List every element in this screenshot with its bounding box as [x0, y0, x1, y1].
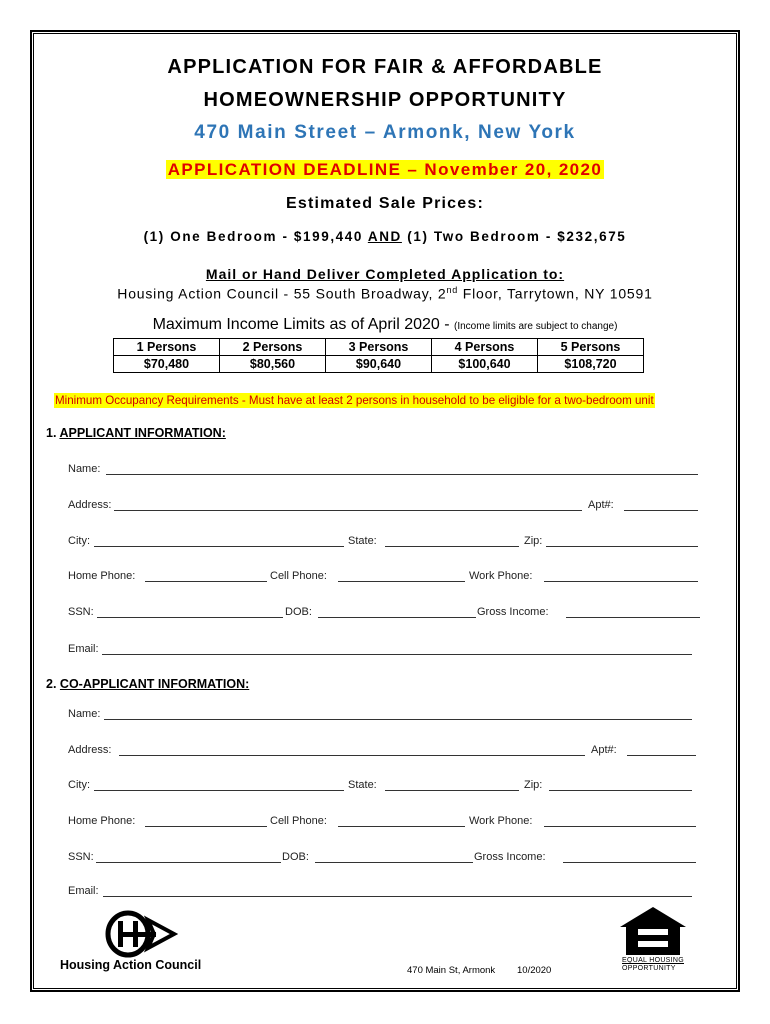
applicant-work-phone-label: Work Phone:: [469, 570, 533, 582]
hac-org-name: Housing Action Council: [60, 958, 202, 972]
income-limits-title: Maximum Income Limits as of April 2020 - (Income limits are subject to change): [152, 316, 618, 333]
table-cell: 3 Persons: [326, 339, 432, 356]
co-applicant-work-phone-label: Work Phone:: [469, 815, 533, 827]
co-applicant-email-label: Email:: [68, 885, 99, 897]
co-applicant-gross-income-label: Gross Income:: [474, 851, 546, 863]
co-applicant-city-label: City:: [68, 779, 90, 791]
table-cell: $70,480: [114, 356, 220, 373]
co-applicant-work-phone-field[interactable]: [544, 826, 696, 827]
table-cell: 1 Persons: [114, 339, 220, 356]
footer-date: 10/2020: [517, 965, 552, 976]
co-applicant-state-label: State:: [348, 779, 377, 791]
applicant-work-phone-field[interactable]: [544, 581, 698, 582]
footer-location: 470 Main St, Armonk: [407, 965, 496, 976]
table-cell: $100,640: [432, 356, 538, 373]
table-cell: 2 Persons: [220, 339, 326, 356]
applicant-zip-label: Zip:: [524, 535, 543, 547]
applicant-city-field[interactable]: [94, 546, 344, 547]
applicant-name-field[interactable]: [106, 474, 698, 475]
co-applicant-ssn-field[interactable]: [96, 862, 281, 863]
section-applicant-heading: 1. APPLICANT INFORMATION:: [46, 426, 226, 440]
applicant-cell-phone-field[interactable]: [338, 581, 465, 582]
applicant-address-label: Address:: [68, 499, 112, 511]
estimated-prices-heading: Estimated Sale Prices:: [285, 195, 485, 212]
hac-logo-icon: [104, 908, 178, 960]
co-applicant-address-field[interactable]: [119, 755, 585, 756]
applicant-dob-label: DOB:: [285, 606, 312, 618]
co-applicant-zip-label: Zip:: [524, 779, 543, 791]
table-cell: 5 Persons: [538, 339, 644, 356]
co-applicant-state-field[interactable]: [385, 790, 519, 791]
applicant-state-field[interactable]: [385, 546, 519, 547]
applicant-home-phone-label: Home Phone:: [68, 570, 136, 582]
co-applicant-cell-phone-field[interactable]: [338, 826, 465, 827]
application-deadline: APPLICATION DEADLINE – November 20, 2020: [167, 160, 603, 179]
applicant-gross-income-label: Gross Income:: [477, 606, 549, 618]
table-cell: 4 Persons: [432, 339, 538, 356]
applicant-email-label: Email:: [68, 643, 99, 655]
co-applicant-ssn-label: SSN:: [68, 851, 94, 863]
table-cell: $80,560: [220, 356, 326, 373]
co-applicant-apt-label: Apt#:: [591, 744, 617, 756]
applicant-state-label: State:: [348, 535, 377, 547]
applicant-gross-income-field[interactable]: [566, 617, 700, 618]
applicant-email-field[interactable]: [102, 654, 692, 655]
applicant-dob-field[interactable]: [318, 617, 476, 618]
mail-instructions-heading: Mail or Hand Deliver Completed Application to:: [205, 266, 565, 282]
table-cell: $108,720: [538, 356, 644, 373]
applicant-ssn-label: SSN:: [68, 606, 94, 618]
co-applicant-dob-label: DOB:: [282, 851, 309, 863]
applicant-address-field[interactable]: [114, 510, 582, 511]
co-applicant-gross-income-field[interactable]: [563, 862, 696, 863]
co-applicant-dob-field[interactable]: [315, 862, 473, 863]
section-co-applicant-heading: 2. CO-APPLICANT INFORMATION:: [46, 677, 250, 691]
applicant-zip-field[interactable]: [546, 546, 698, 547]
applicant-city-label: City:: [68, 535, 90, 547]
applicant-ssn-field[interactable]: [97, 617, 283, 618]
income-table-values-row: [114, 356, 644, 373]
eho-text-line1: EQUAL HOUSING: [622, 957, 684, 964]
co-applicant-email-field[interactable]: [103, 896, 692, 897]
equal-housing-icon: [618, 905, 688, 963]
form-title-line2: HOMEOWNERSHIP OPPORTUNITY: [203, 89, 567, 111]
co-applicant-home-phone-field[interactable]: [145, 826, 267, 827]
applicant-home-phone-field[interactable]: [145, 581, 267, 582]
table-cell: $90,640: [326, 356, 432, 373]
applicant-apt-field[interactable]: [624, 510, 698, 511]
applicant-apt-label: Apt#:: [588, 499, 614, 511]
co-applicant-home-phone-label: Home Phone:: [68, 815, 136, 827]
occupancy-notice: Minimum Occupancy Requirements - Must have at least 2 persons in household to be eligible for a two-bedroom unit: [55, 394, 654, 407]
applicant-cell-phone-label: Cell Phone:: [270, 570, 327, 582]
applicant-name-label: Name:: [68, 463, 101, 475]
co-applicant-name-label: Name:: [68, 708, 101, 720]
co-applicant-address-label: Address:: [68, 744, 112, 756]
income-table-header-row: [114, 339, 644, 356]
property-address: 470 Main Street – Armonk, New York: [194, 122, 576, 143]
co-applicant-apt-field[interactable]: [627, 755, 696, 756]
hac-address: Housing Action Council - 55 South Broadway, 2nd Floor, Tarrytown, NY 10591: [117, 285, 653, 302]
co-applicant-zip-field[interactable]: [549, 790, 692, 791]
co-applicant-cell-phone-label: Cell Phone:: [270, 815, 327, 827]
eho-text-line2: OPPORTUNITY: [622, 965, 676, 972]
form-title-line1: APPLICATION FOR FAIR & AFFORDABLE: [167, 56, 603, 78]
co-applicant-name-field[interactable]: [104, 719, 692, 720]
sale-prices: (1) One Bedroom - $199,440 AND (1) Two Bedroom - $232,675: [143, 229, 627, 244]
co-applicant-city-field[interactable]: [94, 790, 344, 791]
income-limits-table: [113, 338, 644, 373]
